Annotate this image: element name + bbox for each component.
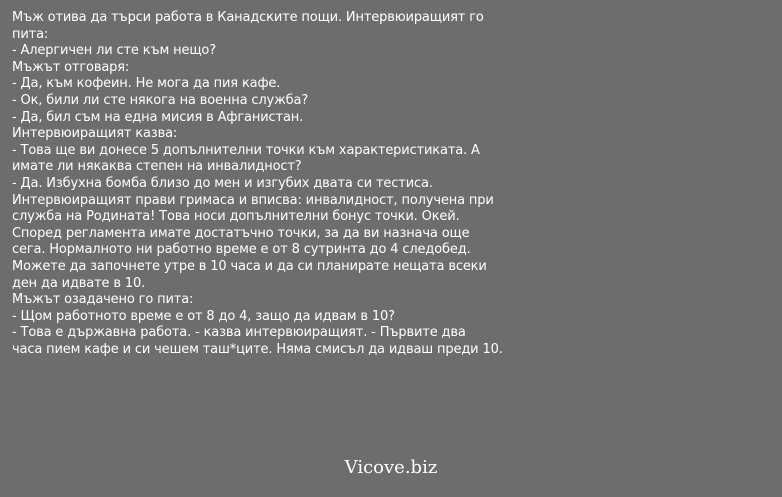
joke-line: - Алергичен ли сте към нещо? <box>12 43 216 59</box>
joke-line: - Щом работното време е от 8 до 4, защо да идвам в 10? <box>12 308 395 324</box>
joke-line: Мъжът озадачено го пита: <box>12 292 194 308</box>
joke-line: - Това е държавна работа. - казва интервюиращият. - Първите два <box>12 325 466 341</box>
site-watermark: Vicove.biz <box>344 457 438 478</box>
joke-line: Според регламента имате достатъчно точки, за да ви назнача още <box>12 225 470 241</box>
joke-line: сега. Нормалното ни работно време е от 8 сутринта до 4 следобед. <box>12 242 471 258</box>
joke-line: Мъж отива да търси работа в Канадските пощи. Интервюиращият го <box>12 10 484 25</box>
joke-line: - Да, към кофеин. Не мога да пия кафе. <box>12 76 281 92</box>
joke-line: служба на Родината! Това носи допълнителни бонус точки. Окей. <box>12 209 460 225</box>
joke-line: Можете да започнете утре в 10 часа и да си планирате нещата всеки <box>12 258 487 274</box>
joke-line: пита: <box>12 26 49 42</box>
joke-line: Интервюиращият казва: <box>12 126 178 142</box>
joke-line: ден да идвате в 10. <box>12 275 146 291</box>
joke-line: - Това ще ви донесе 5 допълнителни точки към характеристиката. А <box>12 142 480 158</box>
joke-line: Интервюиращият прави гримаса и вписва: инвалидност, получена при <box>12 192 494 208</box>
joke-line: Мъжът отговаря: <box>12 59 130 75</box>
joke-line: часа пием кафе и си чешем таш*ците. Няма смисъл да идваш преди 10. <box>12 341 503 357</box>
joke-line: - Ок, били ли сте някога на военна служба? <box>12 92 309 108</box>
joke-line: - Да, бил съм на една мисия в Афганистан. <box>12 109 304 125</box>
joke-line: - Да. Избухна бомба близо до мен и изгубих двата си тестиса. <box>12 175 433 191</box>
joke-text <box>12 10 592 358</box>
joke-line: имате ли някаква степен на инвалидност? <box>12 159 302 175</box>
